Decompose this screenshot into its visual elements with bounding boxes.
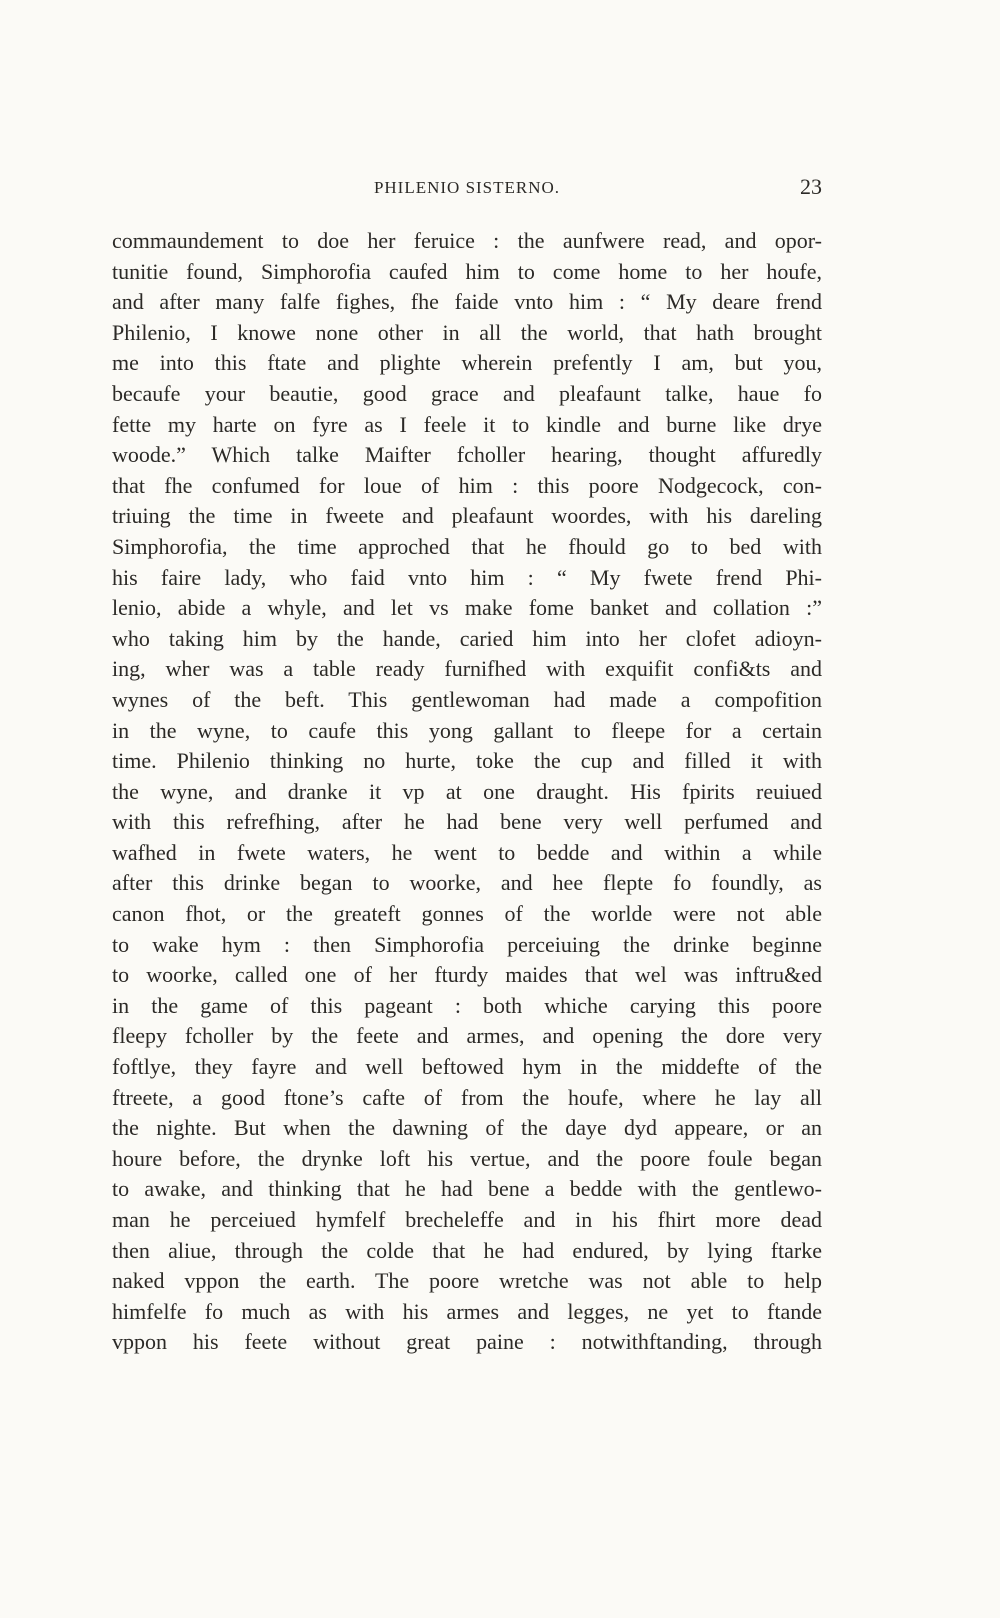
text-line: then aliue, through the colde that he had endured, by lying ftarke: [112, 1237, 822, 1263]
text-line: ftreete, a good ftone’s cafte of from the houfe, where he lay all: [112, 1084, 822, 1110]
text-line: houre before, the drynke loft his vertue, and the poore foule began: [112, 1145, 822, 1171]
text-line: that fhe confumed for loue of him : this poore Nodgecock, con-: [112, 472, 822, 498]
text-line: lenio, abide a whyle, and let vs make fome banket and collation :”: [112, 595, 822, 621]
text-line: triuing the time in fweete and pleafaunt woordes, with his dareling: [112, 503, 822, 529]
text-line: time. Philenio thinking no hurte, toke the cup and filled it with: [112, 748, 822, 774]
text-line: in the wyne, to caufe this yong gallant to fleepe for a certain: [112, 717, 822, 743]
text-line: ing, wher was a table ready furnifhed with exquifit confi&ts and: [112, 656, 822, 682]
text-line: the nighte. But when the dawning of the daye dyd appeare, or an: [112, 1115, 822, 1141]
text-line: in the game of this pageant : both whiche carying this poore: [112, 992, 822, 1018]
text-line: Philenio, I knowe none other in all the world, that hath brought: [112, 319, 822, 345]
text-line: woode.” Which talke Maifter fcholler hearing, thought affuredly: [112, 442, 822, 468]
text-line: the wyne, and dranke it vp at one draught. His fpirits reuiued: [112, 778, 822, 804]
text-line: to wake hym : then Simphorofia perceiuing the drinke beginne: [112, 931, 822, 957]
page-number: 23: [800, 174, 822, 199]
text-line: fleepy fcholler by the feete and armes, and opening the dore very: [112, 1023, 822, 1049]
text-line: to woorke, called one of her fturdy maides that wel was inftru&ed: [112, 962, 822, 988]
running-title: PHILENIO SISTERNO.: [373, 178, 561, 197]
text-line: canon fhot, or the greateft gonnes of the worlde were not able: [112, 901, 822, 927]
text-line: me into this ftate and plighte wherein prefently I am, but you,: [112, 350, 822, 376]
text-line: tunitie found, Simphorofia caufed him to come home to her houfe,: [112, 258, 822, 284]
text-line: his faire lady, who faid vnto him : “ My fwete frend Phi-: [112, 564, 822, 590]
text-line: to awake, and thinking that he had bene a bedde with the gentlewo-: [112, 1176, 822, 1202]
text-line: and after many falfe fighes, fhe faide vnto him : “ My deare frend: [112, 289, 822, 315]
page-header: [112, 172, 822, 212]
text-line: himfelfe fo much as with his armes and legges, ne yet to ftande: [112, 1298, 822, 1324]
body-text: [112, 226, 822, 1358]
text-line: wynes of the beft. This gentlewoman had made a compofition: [112, 686, 822, 712]
text-line: vppon his feete without great paine : notwithftanding, through: [112, 1329, 822, 1355]
text-line: fette my harte on fyre as I feele it to kindle and burne like drye: [112, 411, 822, 437]
text-line: who taking him by the hande, caried him into her clofet adioyn-: [112, 625, 822, 651]
text-line: with this refrefhing, after he had bene very well perfumed and: [112, 809, 822, 835]
text-line: naked vppon the earth. The poore wretche was not able to help: [112, 1268, 822, 1294]
text-line: commaundement to doe her feruice : the aunfwere read, and opor-: [112, 228, 822, 253]
text-line: after this drinke began to woorke, and hee flepte fo foundly, as: [112, 870, 822, 896]
text-line: wafhed in fwete waters, he went to bedde and within a while: [112, 839, 822, 865]
text-line: man he perceiued hymfelf brecheleffe and in his fhirt more dead: [112, 1207, 822, 1232]
text-line: Simphorofia, the time approched that he fhould go to bed with: [112, 533, 822, 559]
text-line: foftlye, they fayre and well beftowed hym in the middefte of the: [112, 1054, 822, 1080]
text-line: becaufe your beautie, good grace and pleafaunt talke, haue fo: [112, 380, 822, 406]
